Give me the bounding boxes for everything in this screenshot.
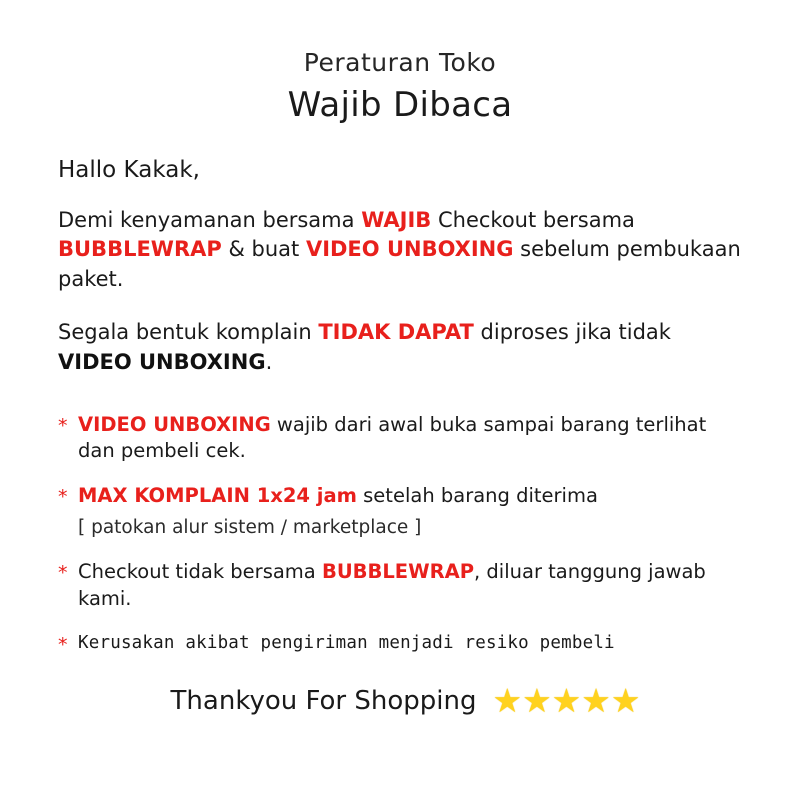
list-item [58,412,742,466]
bullet-3-highlight: BUBBLEWRAP [321,559,475,583]
list-item [58,483,742,540]
p2-seg-4: VIDEO UNBOXING [58,349,266,374]
p1-seg-2: WAJIB [361,207,432,232]
star-icon: ★ [522,681,551,721]
bullet-3-rest: , diluar tanggung jawab kami. [78,559,706,610]
p1-seg-6: VIDEO UNBOXING [305,237,514,262]
bullet-list [58,412,742,659]
p1-seg-4: BUBBLEWRAP [58,237,222,262]
bullet-4-text: Kerusakan akibat pengiriman menjadi resiko pembeli [78,632,615,653]
bullet-2-highlight: MAX KOMPLAIN 1x24 jam [78,484,357,508]
p1-seg-3: Checkout bersama [431,207,635,232]
asterisk-icon: * [58,486,68,509]
thankyou-text: Thankyou For Shopping [170,685,477,716]
paragraph-1 [58,206,742,295]
p2-seg-3: diproses jika tidak [473,319,671,344]
p2-seg-5: . [265,349,273,374]
list-item [58,559,742,613]
p1-seg-5: & buat [221,237,306,262]
greeting-text: Hallo Kakak, [58,156,200,183]
p2-seg-1: Segala bentuk komplain [58,319,319,344]
bullet-1-highlight: VIDEO UNBOXING [78,412,271,436]
p1-seg-1: Demi kenyamanan bersama [58,207,362,232]
bullet-1-text [78,412,738,466]
p2-seg-2: TIDAK DAPAT [318,319,474,344]
bullet-2-rest: setelah barang diterima [356,484,598,508]
star-rating-icon [492,681,640,721]
p1-seg-7: sebelum pembukaan paket. [58,237,741,292]
page-subtitle: Peraturan Toko [303,48,497,77]
header [58,48,742,127]
paragraph-2 [58,318,742,378]
asterisk-icon: * [58,561,68,584]
star-icon: ★ [581,681,610,721]
asterisk-icon: * [58,414,68,437]
list-item [58,631,742,659]
star-icon: ★ [492,681,522,721]
footer [58,681,742,721]
page-title: Wajib Dibaca [287,85,513,125]
bullet-2-subtext: [ patokan alur sistem / marketplace ] [78,517,422,539]
star-icon: ★ [610,681,640,721]
bullet-3-text [78,559,738,613]
star-icon: ★ [551,681,581,721]
bullet-1-rest: wajib dari awal buka sampai barang terlihat dan pembeli cek. [78,412,707,463]
bullet-3-pre: Checkout tidak bersama [78,559,322,583]
bullet-2-text [78,483,598,540]
asterisk-icon: * [58,633,68,656]
